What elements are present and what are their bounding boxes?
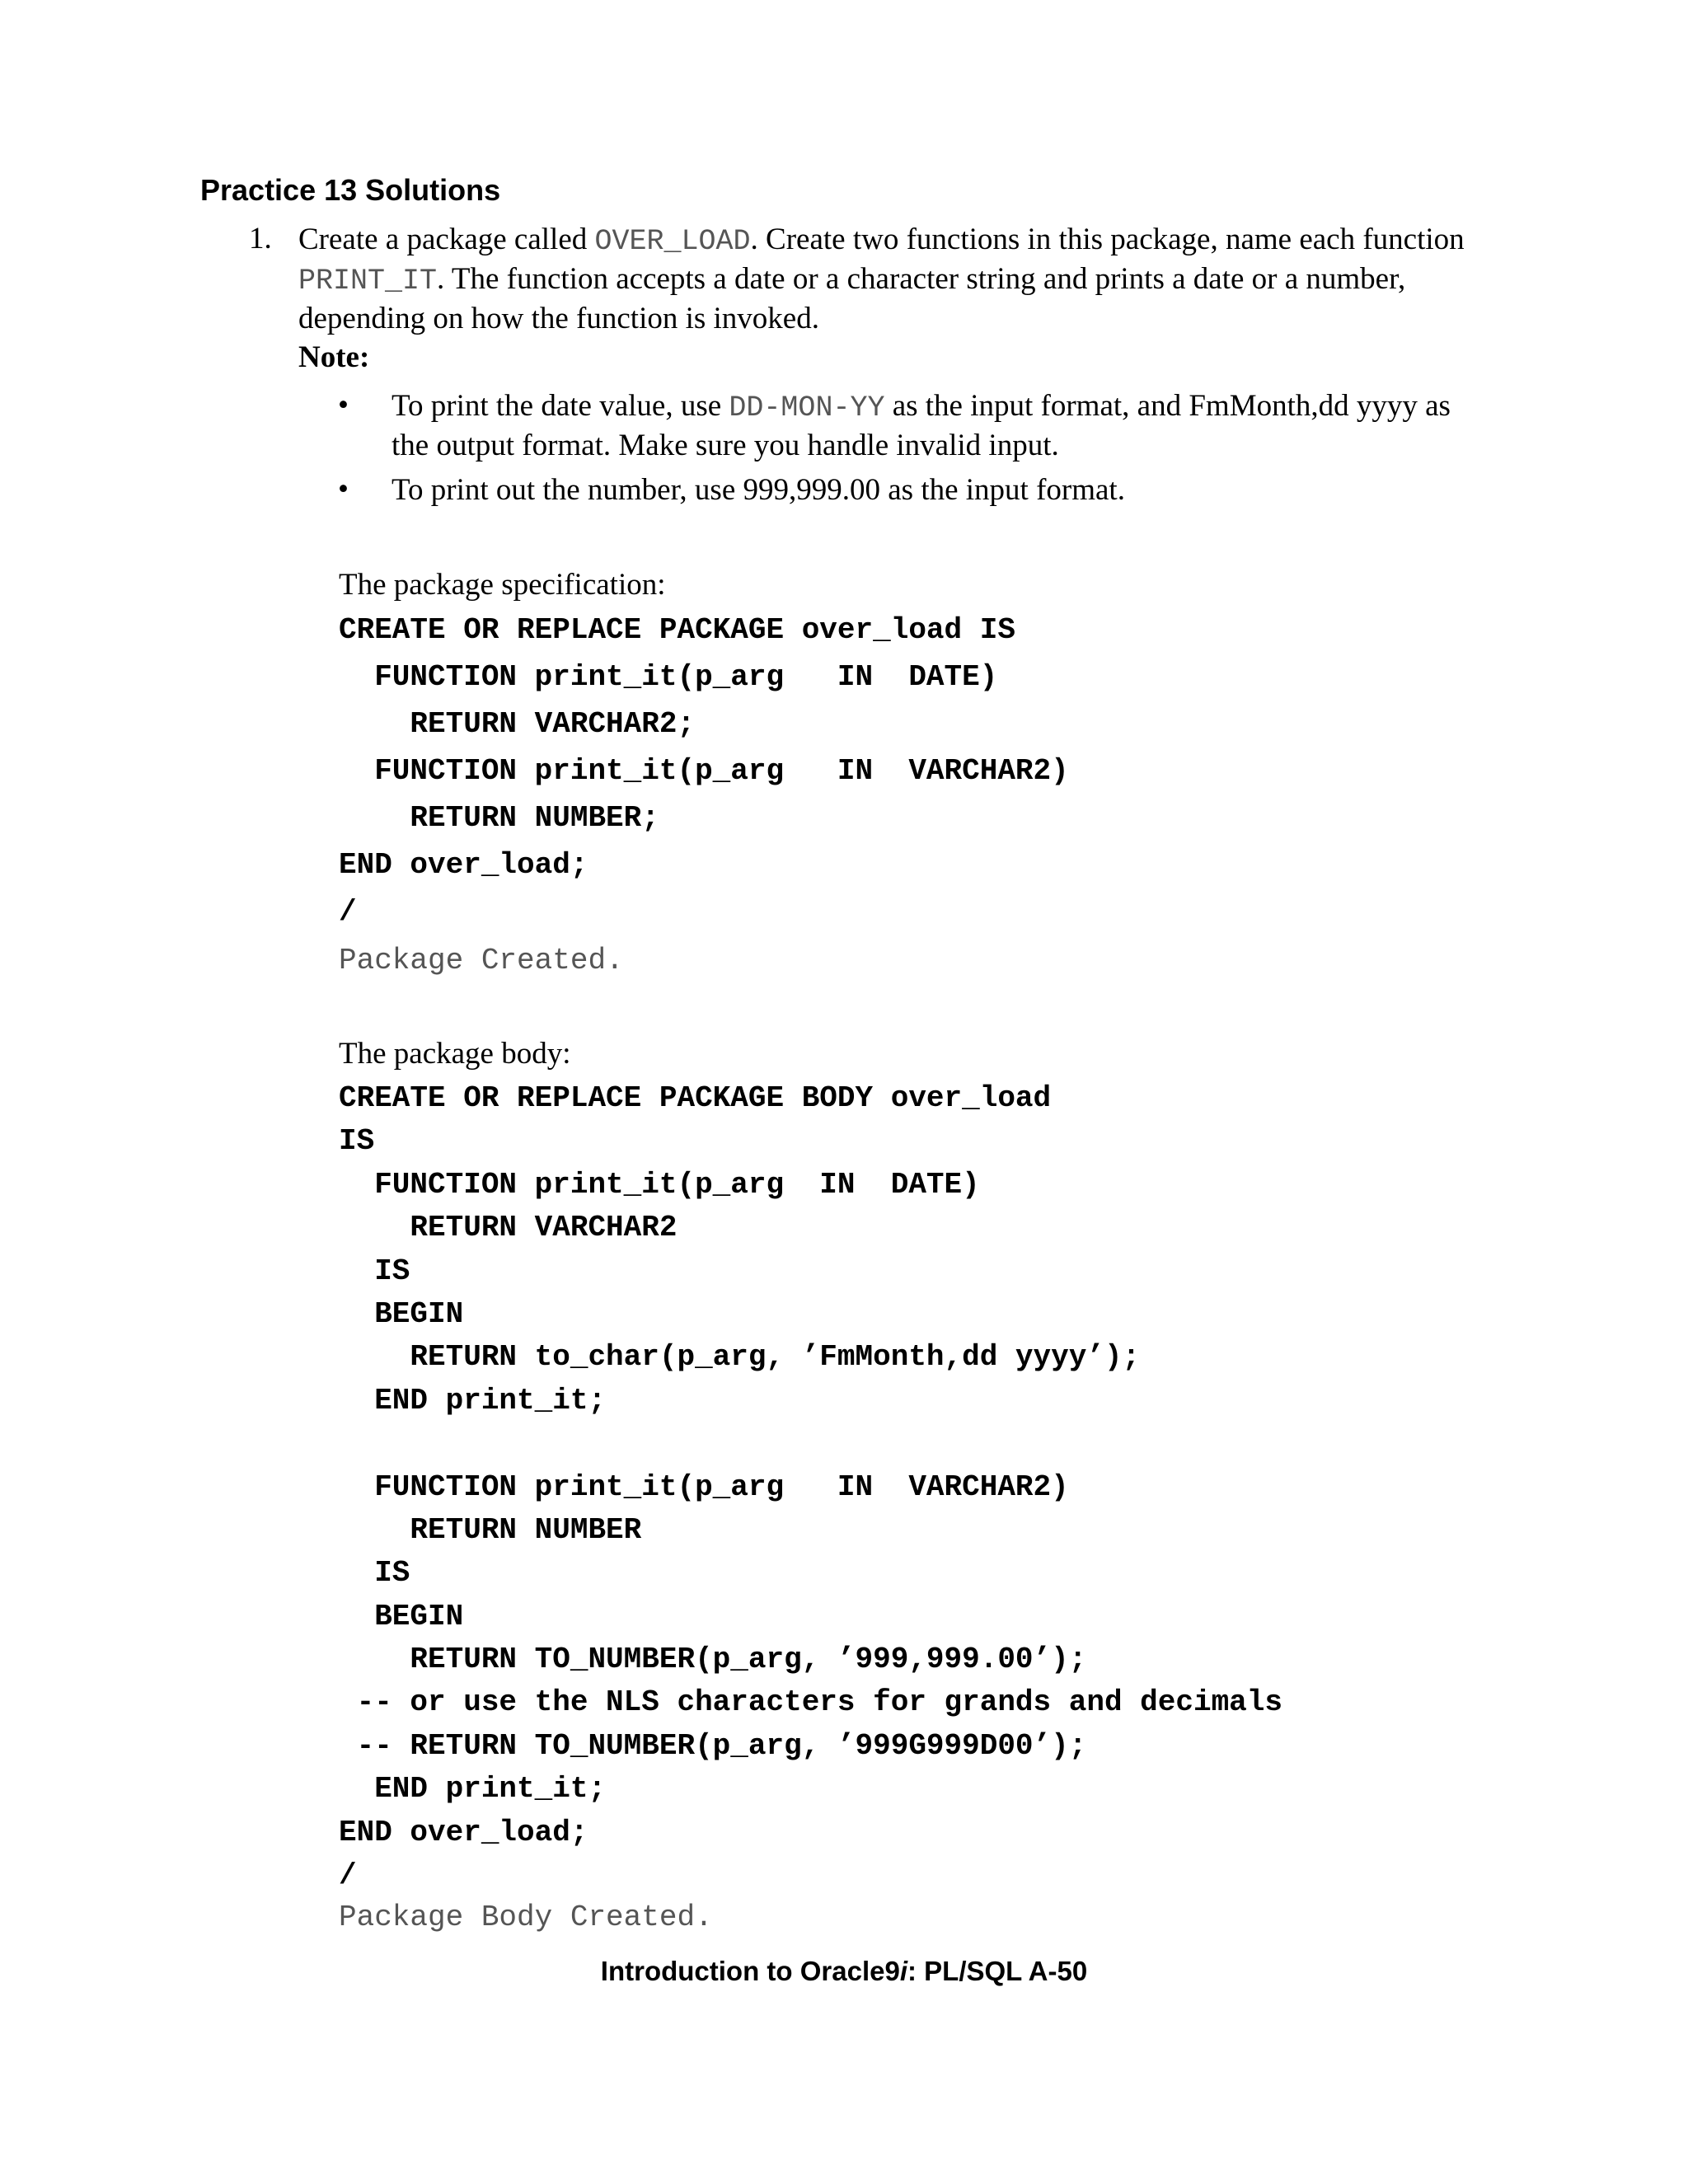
bullet-marker-1: • xyxy=(338,388,349,422)
bullet-text-2: To print out the number, use 999,999.00 as the input format. xyxy=(392,473,1125,507)
footer-suffix: : PL/SQL A-50 xyxy=(907,1956,1088,1986)
spec-output: Package Created. xyxy=(339,944,624,977)
code-line: IS xyxy=(339,1556,410,1591)
body-label: The package body: xyxy=(339,1037,571,1071)
footer-italic: i xyxy=(899,1956,907,1986)
code-line: IS xyxy=(339,1124,375,1159)
page-heading: Practice 13 Solutions xyxy=(200,173,501,207)
instruction-text-3: . The function accepts a date or a character string and prints a date or a number, depending on how the function is invoked. xyxy=(298,262,1406,335)
item-number: 1. xyxy=(249,222,272,255)
spec-code-block xyxy=(339,607,1069,935)
code-line: FUNCTION print_it(p_arg IN DATE) xyxy=(339,660,998,694)
code-line: FUNCTION print_it(p_arg IN DATE) xyxy=(339,1167,980,1202)
instruction-text-2: . Create two functions in this package, name each function xyxy=(750,223,1465,256)
bullet-1-text-1: To print the date value, use xyxy=(392,389,729,423)
code-line xyxy=(339,1422,1282,1465)
item-instruction xyxy=(298,221,1485,337)
function-name-code: PRINT_IT xyxy=(298,265,438,298)
body-output: Package Body Created. xyxy=(339,1900,713,1934)
date-format-code: DD-MON-YY xyxy=(729,391,885,424)
code-line: -- RETURN TO_NUMBER(p_arg, ’999G999D00’); xyxy=(339,1728,1087,1763)
code-line: / xyxy=(339,1858,357,1893)
code-line: RETURN to_char(p_arg, ’FmMonth,dd yyyy’); xyxy=(339,1340,1141,1375)
code-line: CREATE OR REPLACE PACKAGE over_load IS xyxy=(339,613,1015,647)
code-line: RETURN TO_NUMBER(p_arg, ’999,999.00’); xyxy=(339,1643,1087,1677)
code-line: -- or use the NLS characters for grands and decimals xyxy=(339,1685,1282,1720)
code-line: END over_load; xyxy=(339,1815,588,1849)
code-line: BEGIN xyxy=(339,1296,464,1331)
code-line: END print_it; xyxy=(339,1383,607,1418)
code-line: CREATE OR REPLACE PACKAGE BODY over_load xyxy=(339,1081,1052,1115)
spec-label: The package specification: xyxy=(339,568,666,602)
code-line: RETURN NUMBER xyxy=(339,1512,642,1547)
code-line: IS xyxy=(339,1254,410,1288)
code-line: END print_it; xyxy=(339,1772,607,1807)
note-label: Note: xyxy=(298,340,370,374)
code-line: FUNCTION print_it(p_arg IN VARCHAR2) xyxy=(339,1469,1069,1504)
code-line: END over_load; xyxy=(339,848,588,882)
page-footer xyxy=(0,1956,1688,1987)
package-name-code: OVER_LOAD xyxy=(594,225,751,258)
footer-prefix: Introduction to Oracle9 xyxy=(600,1956,900,1986)
code-line: / xyxy=(339,895,357,929)
code-line: RETURN VARCHAR2 xyxy=(339,1211,678,1245)
code-line: RETURN VARCHAR2; xyxy=(339,707,696,741)
body-code-block xyxy=(339,1077,1282,1897)
bullet-text-1 xyxy=(392,387,1463,465)
code-line: FUNCTION print_it(p_arg IN VARCHAR2) xyxy=(339,754,1069,788)
code-line: BEGIN xyxy=(339,1599,464,1633)
code-line: RETURN NUMBER; xyxy=(339,801,659,835)
bullet-1-text-2: as the input format, and FmMonth,dd yyyy as the output format. Make sure you handle invalid input. xyxy=(392,389,1451,462)
instruction-text-1: Create a package called xyxy=(298,223,595,256)
bullet-marker-2: • xyxy=(338,472,349,506)
